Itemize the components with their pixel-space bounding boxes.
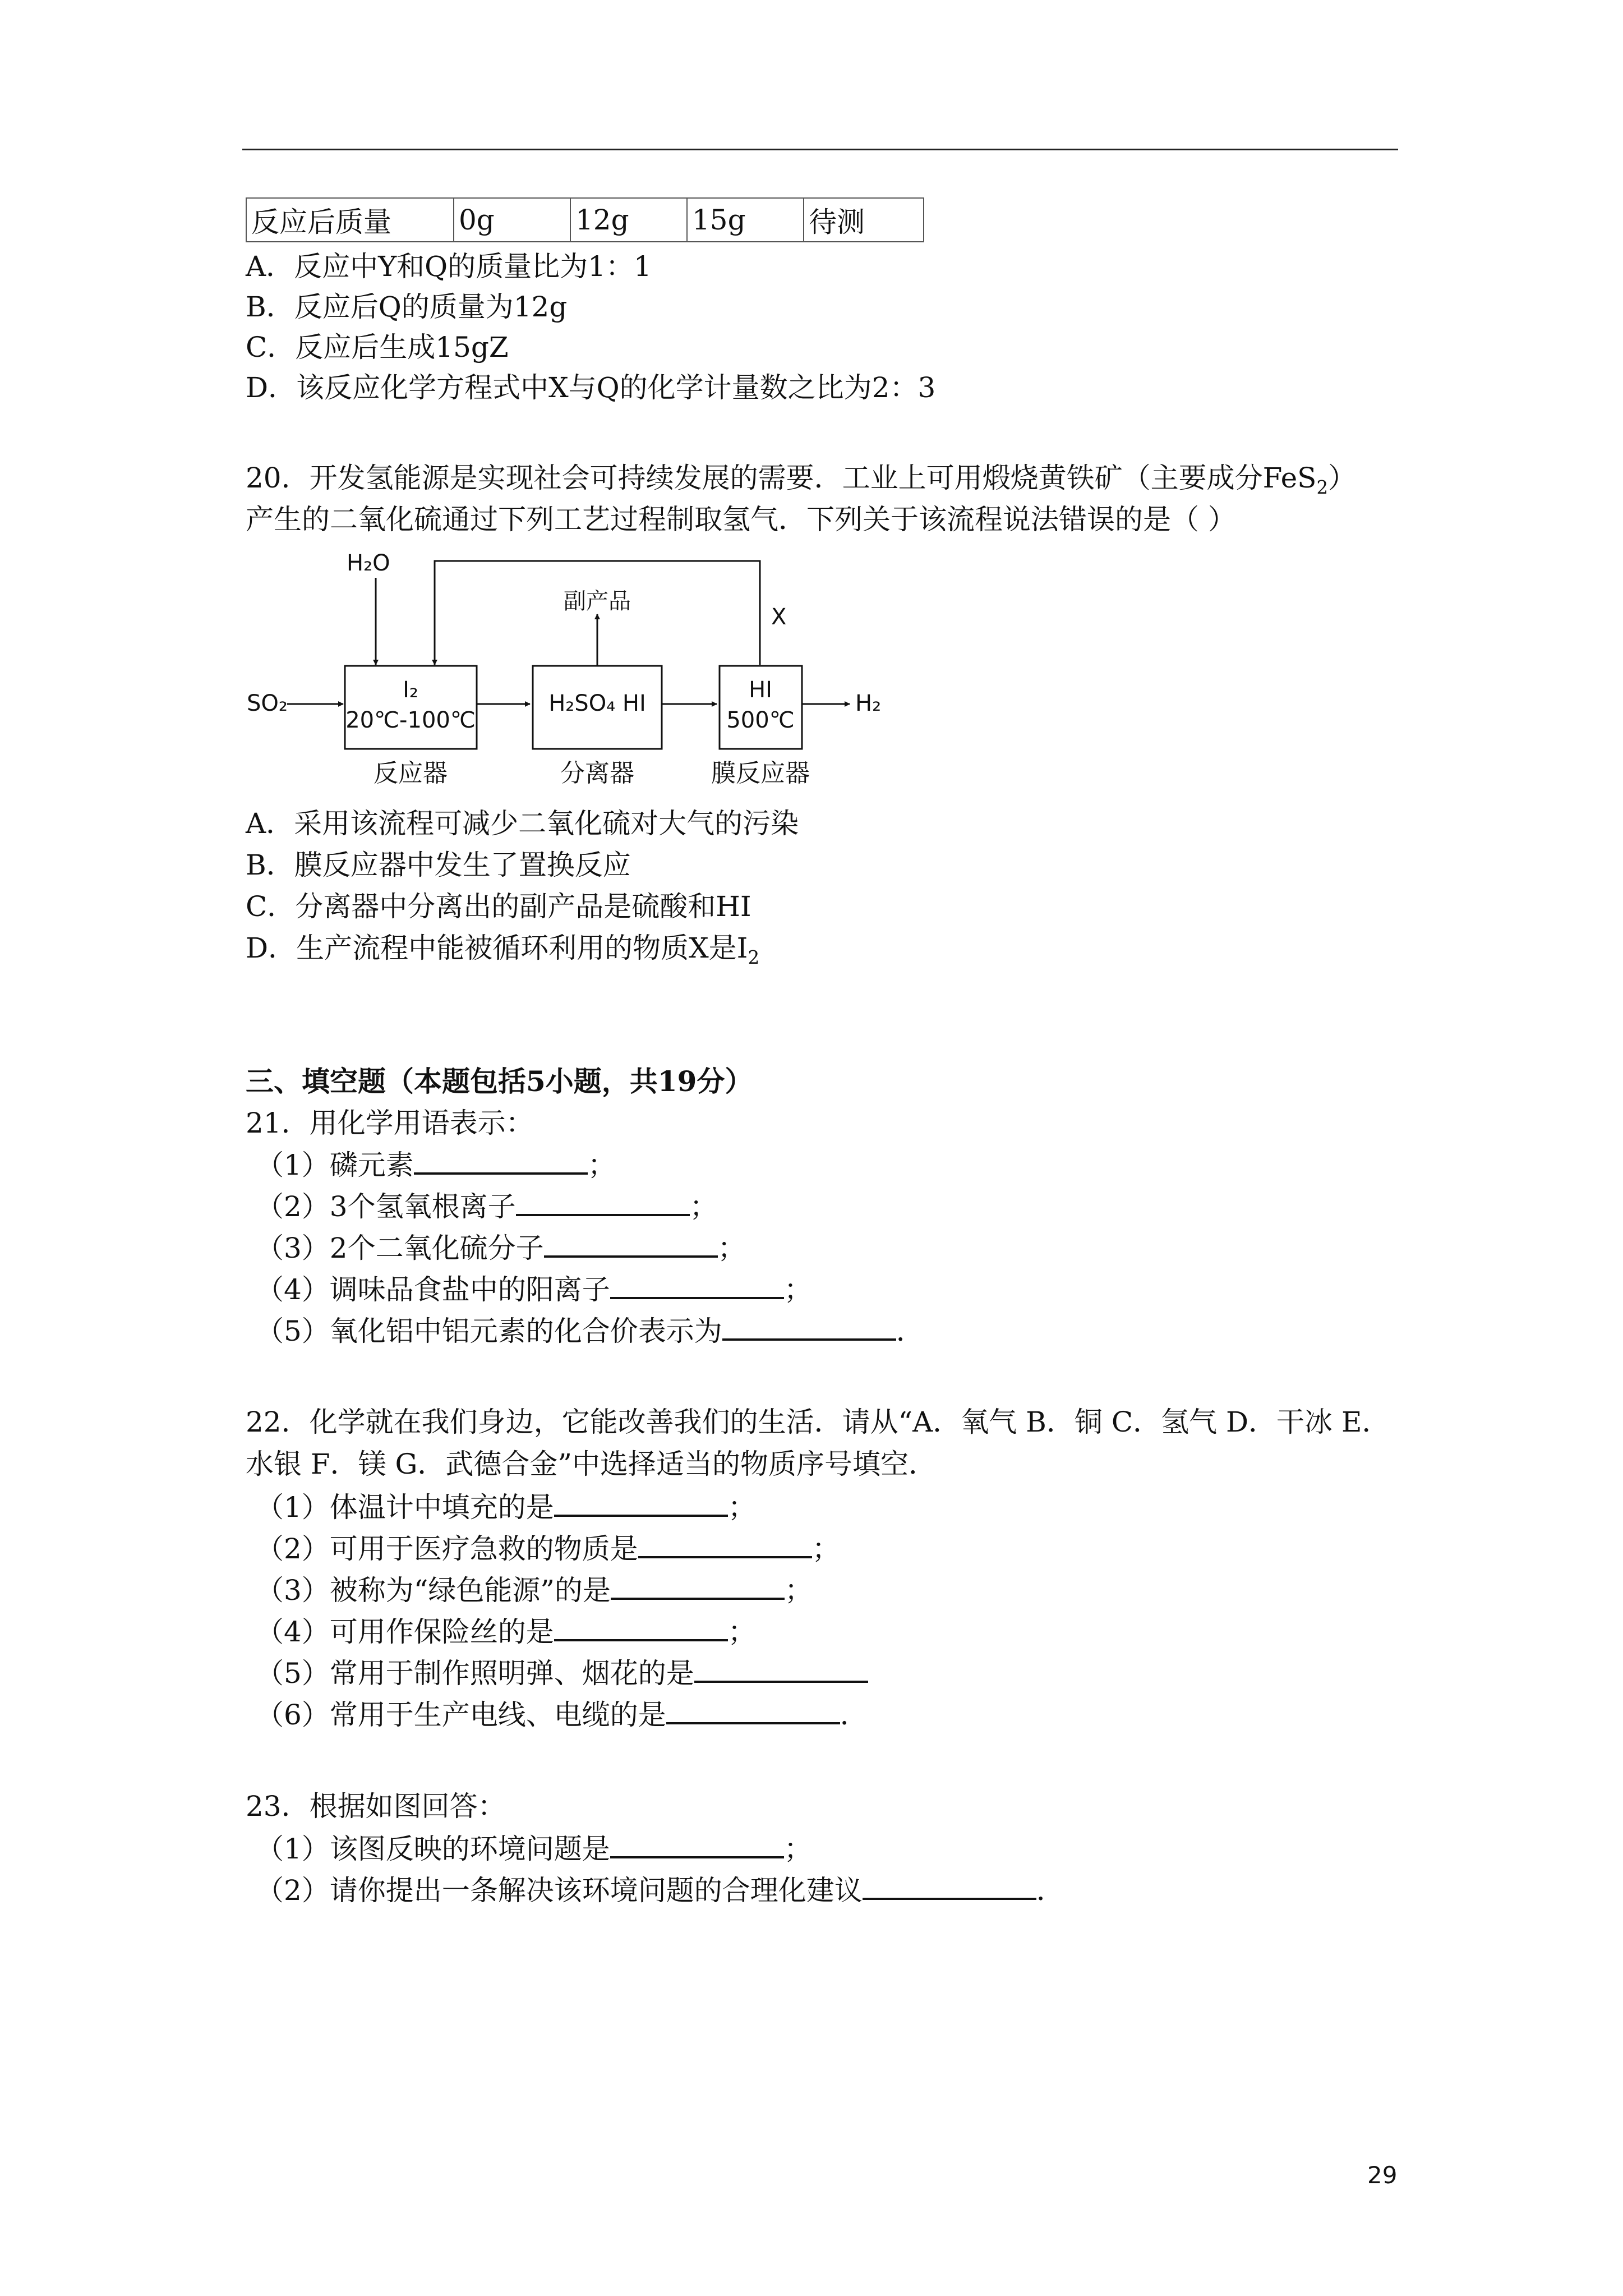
table-cell: 0g (454, 198, 570, 242)
answer-blank[interactable] (722, 1313, 896, 1341)
q20-stem-line1: 20．开发氢能源是实现社会可持续发展的需要．工业上可用煅烧黄铁矿（主要成分FeS$_2$） (246, 462, 1357, 498)
byproduct-label: 副产品 (564, 588, 631, 614)
q22-stem-line2: 水银 F．镁 G．武德合金”中选择适当的物质序号填空． (246, 1448, 937, 1480)
membrane-caption: 膜反应器 (711, 759, 810, 788)
reactor-line1: I₂ (403, 677, 418, 703)
x-label: X (771, 604, 787, 630)
separator-line1: H₂SO₄ HI (548, 691, 646, 716)
q23-item: （1）该图反映的环境问题是 ； (256, 1831, 812, 1866)
table-cell: 15g (687, 198, 804, 242)
membrane-line1: HI (749, 677, 772, 703)
h2o-label: H₂O (347, 550, 390, 576)
q22-stem-line1: 22．化学就在我们身边，它能改善我们的生活．请从“A．氧气 B．铜 C．氢气 D．干冰 E． (246, 1406, 1390, 1438)
mass-table (246, 197, 924, 242)
answer-blank[interactable] (666, 1697, 840, 1724)
q20-option-b: B．膜反应器中发生了置换反应 (246, 849, 631, 881)
q20-stem-line2: 产生的二氧化硫通过下列工艺过程制取氢气．下列关于该流程说法错误的是（ ） (246, 503, 1236, 536)
answer-blank[interactable] (694, 1655, 868, 1683)
section-title: 三、填空题（本题包括5小题，共19分） (246, 1065, 753, 1098)
answer-blank[interactable] (638, 1531, 812, 1558)
table-row-label: 反应后质量 (246, 198, 454, 242)
so2-label: SO₂ (247, 691, 288, 716)
q22-item: （5）常用于制作照明弹、烟花的是 (256, 1655, 868, 1690)
membrane-line2: 500℃ (726, 707, 795, 733)
q23-item: （2）请你提出一条解决该环境问题的合理化建议 ． (256, 1872, 1064, 1907)
answer-blank[interactable] (554, 1489, 728, 1517)
q20-option-d: D．生产流程中能被循环利用的物质X是$I_2$ (246, 932, 760, 968)
q21-item: （2）3个氢氧根离子 ； (256, 1189, 718, 1223)
q19-option-c: C．反应后生成15gZ (246, 331, 509, 364)
q22-item: （1）体温计中填充的是 ； (256, 1489, 756, 1524)
answer-blank[interactable] (554, 1614, 728, 1641)
answer-blank[interactable] (544, 1230, 718, 1258)
table-cell: 12g (570, 198, 687, 242)
q22-item: （6）常用于生产电线、电缆的是 ． (256, 1697, 868, 1732)
answer-blank[interactable] (414, 1147, 588, 1175)
q19-option-d: D．该反应化学方程式中X与Q的化学计量数之比为2：3 (246, 371, 936, 404)
q22-item: （3）被称为“绿色能源”的是 ； (256, 1572, 813, 1607)
q22-item: （4）可用作保险丝的是 ； (256, 1614, 756, 1649)
q21-stem: 21．用化学用语表示： (246, 1107, 534, 1139)
q23-stem: 23．根据如图回答： (246, 1790, 506, 1823)
q19-option-a: A．反应中Y和Q的质量比为1：1 (246, 250, 652, 283)
answer-blank[interactable] (610, 1272, 784, 1299)
process-flowchart (247, 547, 897, 794)
answer-blank[interactable] (611, 1572, 785, 1600)
q20-option-a: A．采用该流程可减少二氧化硫对大气的污染 (246, 807, 799, 840)
q21-item: （1）磷元素 ； (256, 1147, 616, 1182)
reactor-caption: 反应器 (374, 759, 448, 788)
q21-item: （4）调味品食盐中的阳离子 ； (256, 1272, 812, 1306)
q21-item: （5）氧化铝中铝元素的化合价表示为 ． (256, 1313, 924, 1348)
answer-blank[interactable] (863, 1872, 1036, 1900)
separator-caption: 分离器 (560, 759, 634, 788)
table-row (246, 198, 924, 242)
q22-item: （2）可用于医疗急救的物质是 ； (256, 1531, 840, 1566)
q19-option-b: B．反应后Q的质量为12g (246, 291, 568, 323)
page-number: 29 (1367, 2161, 1398, 2189)
header-rule (242, 149, 1398, 150)
answer-blank[interactable] (516, 1189, 690, 1216)
q20-option-c: C．分离器中分离出的副产品是硫酸和HI (246, 890, 751, 923)
answer-blank[interactable] (610, 1831, 784, 1858)
h2-label: H₂ (855, 691, 882, 716)
table-cell: 待测 (804, 198, 924, 242)
reactor-line2: 20℃-100℃ (345, 707, 476, 733)
q21-item: （3）2个二氧化硫分子 ； (256, 1230, 746, 1265)
